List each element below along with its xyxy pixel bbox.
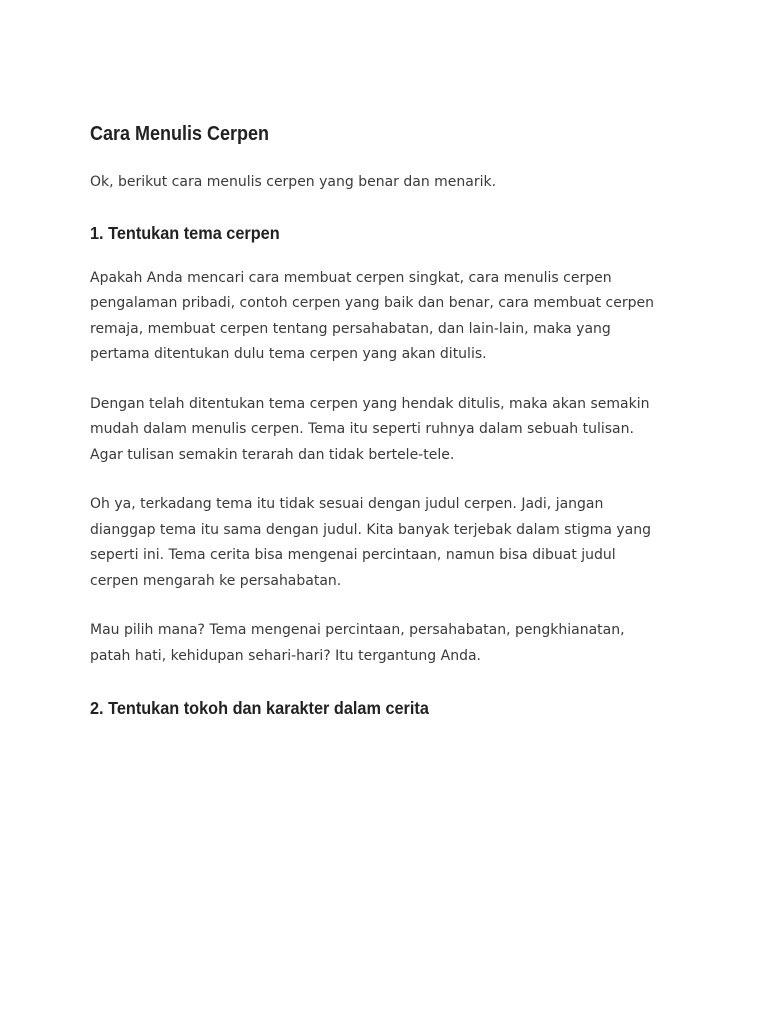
text-line: cerpen mengarah ke persahabatan. xyxy=(90,572,342,589)
text-line: pengalaman pribadi, contoh cerpen yang baik dan benar, cara membuat cerpen xyxy=(90,295,654,311)
article-body xyxy=(90,118,690,721)
text-line: patah hati, kehidupan sehari-hari? Itu tergantung Anda. xyxy=(90,647,481,664)
section-heading-tokoh: 2. Tentukan tokoh dan karakter dalam cerita xyxy=(90,698,429,718)
text-line: Agar tulisan semakin terarah dan tidak bertele-tele. xyxy=(90,446,455,463)
text-line: Apakah Anda mencari cara membuat cerpen singkat, cara menulis cerpen xyxy=(90,269,612,286)
paragraph-4 xyxy=(90,618,690,669)
intro-paragraph: Ok, berikut cara menulis cerpen yang benar dan menarik. xyxy=(90,174,497,190)
paragraph-2 xyxy=(90,392,690,469)
text-line: Dengan telah ditentukan tema cerpen yang hendak ditulis, maka akan semakin xyxy=(90,395,650,412)
paragraph-1 xyxy=(90,266,690,368)
paragraph-3 xyxy=(90,492,690,594)
text-line: pertama ditentukan dulu tema cerpen yang akan ditulis. xyxy=(90,346,487,362)
text-line: remaja, membuat cerpen tentang persahabatan, dan lain-lain, maka yang xyxy=(90,320,611,337)
text-line: Oh ya, terkadang tema itu tidak sesuai dengan judul cerpen. Jadi, jangan xyxy=(90,496,604,512)
section-heading-tema: 1. Tentukan tema cerpen xyxy=(90,222,280,243)
text-line: Mau pilih mana? Tema mengenai percintaan, persahabatan, pengkhianatan, xyxy=(90,622,625,638)
text-line: dianggap tema itu sama dengan judul. Kita banyak terjebak dalam stigma yang xyxy=(90,521,652,538)
page-title: Cara Menulis Cerpen xyxy=(90,123,270,145)
text-line: seperti ini. Tema cerita bisa mengenai percintaan, namun bisa dibuat judul xyxy=(90,547,616,563)
text-line: mudah dalam menulis cerpen. Tema itu seperti ruhnya dalam sebuah tulisan. xyxy=(90,421,634,437)
